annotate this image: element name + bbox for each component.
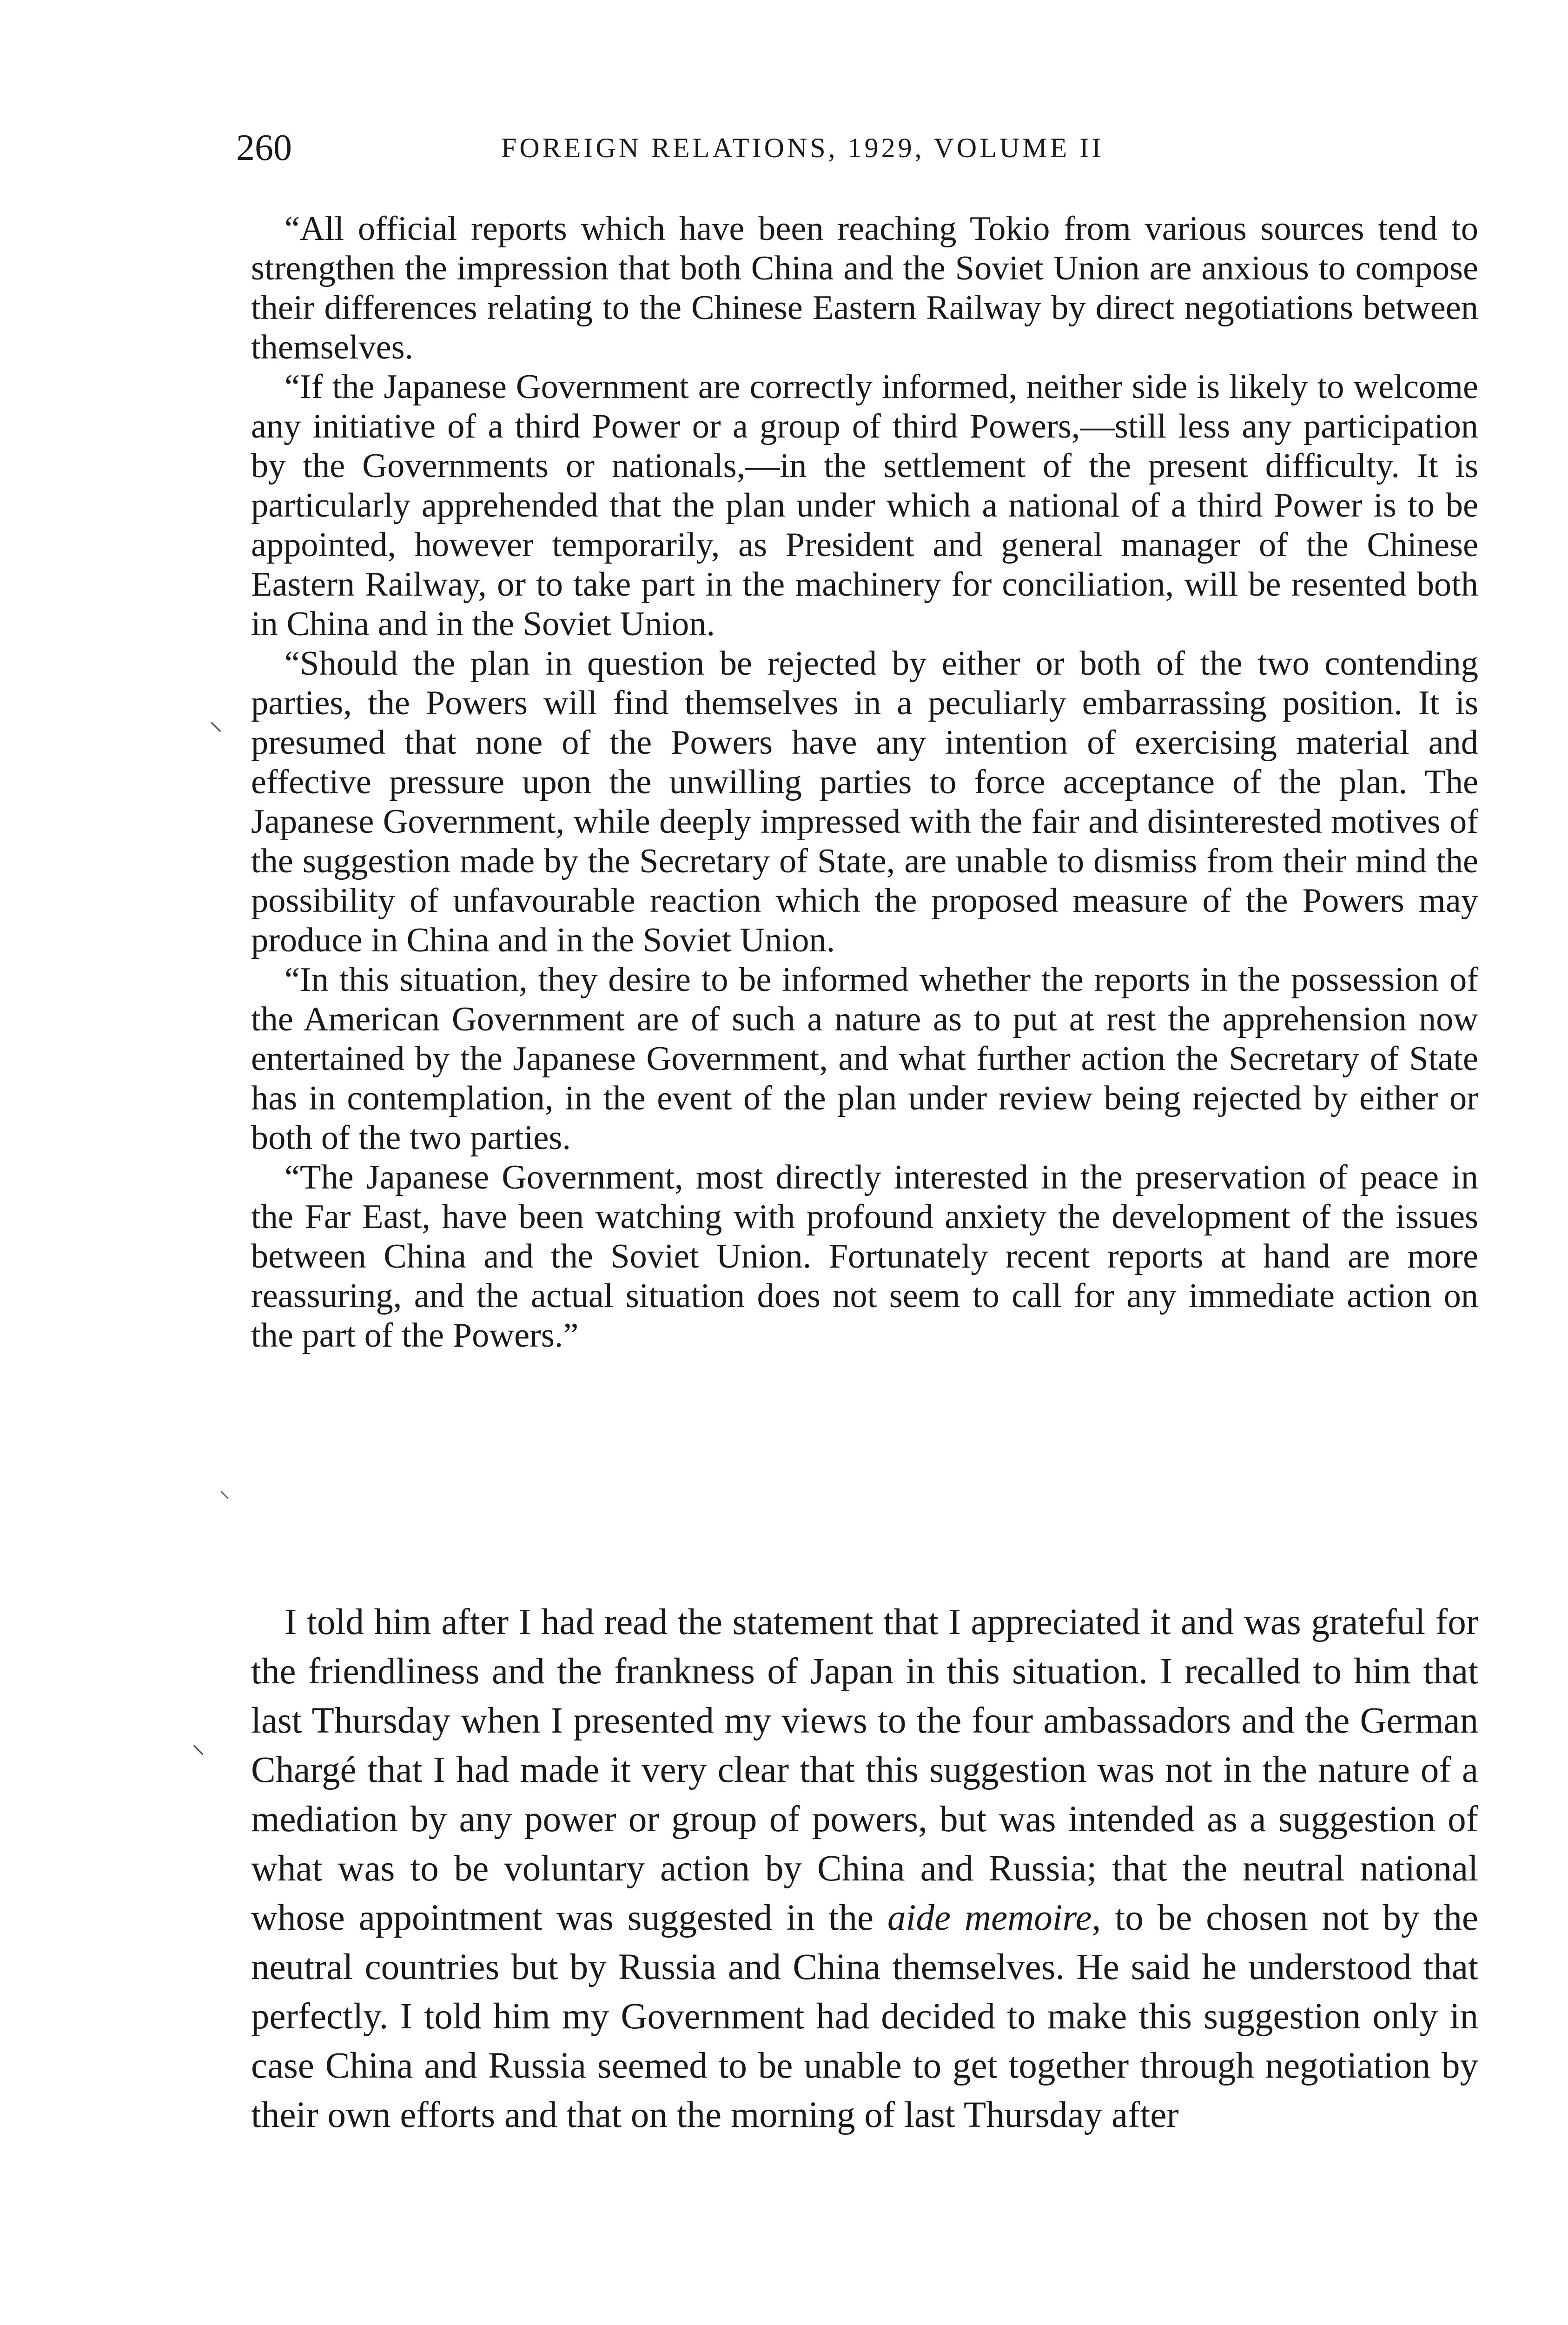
quoted-paragraph: “All official reports which have been reaching Tokio from various sources tend to strengthen the impression that both China and the Soviet Union are anxious to compose their differences relating to the Chinese Eastern Railway by direct negotiations between themselves. [251, 210, 1478, 366]
aide-memoire-term: aide memoire [887, 1898, 1092, 1938]
running-title: FOREIGN RELATIONS, 1929, VOLUME II [501, 133, 1104, 163]
quoted-statement [251, 209, 1478, 1355]
running-head [236, 125, 1305, 171]
quoted-paragraph: “Should the plan in question be rejected by either or both of the two contending parties, the Powers will find themselves in a peculiarly embarrassing position. It is presumed that none of the Powers have any intention of exercising material and effective pressure upon the unwilling parties to force acceptance of the plan. The Japanese Government, while deeply impressed with the fair and disinterested motives of the suggestion made by the Secretary of State, are unable to dismiss from their mind the possibility of unfavourable reaction which the proposed measure of the Powers may produce in China and in the Soviet Union. [251, 644, 1478, 959]
quoted-paragraph: “The Japanese Government, most directly interested in the preservation of peace in the Far East, have been watching with profound anxiety the development of the issues between China and the Soviet Union. Fortunately recent reports at hand are more reassuring, and the actual situation does not seem to call for any immediate action on the part of the Powers.” [251, 1158, 1478, 1355]
narrative-text [251, 1598, 1478, 2140]
margin-pencil-mark: ⸌ [209, 716, 223, 748]
page-number: 260 [236, 127, 292, 168]
narrative-paragraph [251, 1598, 1478, 2140]
narrative-text-part: , to be chosen not by the neutral countries but by Russia and China themselves. He said he understood that perfectly. I told him my Government had decided to make this suggestion only in case China and Russia seemed to be unable to get together through negotiation by their own efforts and that on the morning of last Thursday after [251, 1898, 1478, 2135]
margin-pencil-mark: ⸌ [192, 1739, 205, 1771]
quoted-paragraph: “If the Japanese Government are correctly informed, neither side is likely to welcome any initiative of a third Power or a group of third Powers,—still less any participation by the Governments or nationals,—in the settlement of the present difficulty. It is particularly apprehended that the plan under which a national of a third Power is to be appointed, however temporarily, as President and general manager of the Chinese Eastern Railway, or to take part in the machinery for conciliation, will be resented both in China and in the Soviet Union. [251, 368, 1478, 643]
narrative-text-part: I told him after I had read the statement that I appreciated it and was grateful for the friendliness and the frankness of Japan in this situation. I recalled to him that last Thursday when I presented my views to the four ambassadors and the German Chargé that I had made it very clear that this suggestion was not in the nature of a mediation by any power or group of powers, but was intended as a suggestion of what was to be voluntary action by China and Russia; that the neutral national whose appointment was suggested in the [251, 1602, 1478, 1938]
margin-pencil-mark: ⸌ [219, 1487, 230, 1511]
quoted-paragraph: “In this situation, they desire to be informed whether the reports in the possession of the American Government are of such a nature as to put at rest the apprehension now entertained by the Japanese Government, and what further action the Secretary of State has in contemplation, in the event of the plan under review being rejected by either or both of the two parties. [251, 961, 1478, 1157]
